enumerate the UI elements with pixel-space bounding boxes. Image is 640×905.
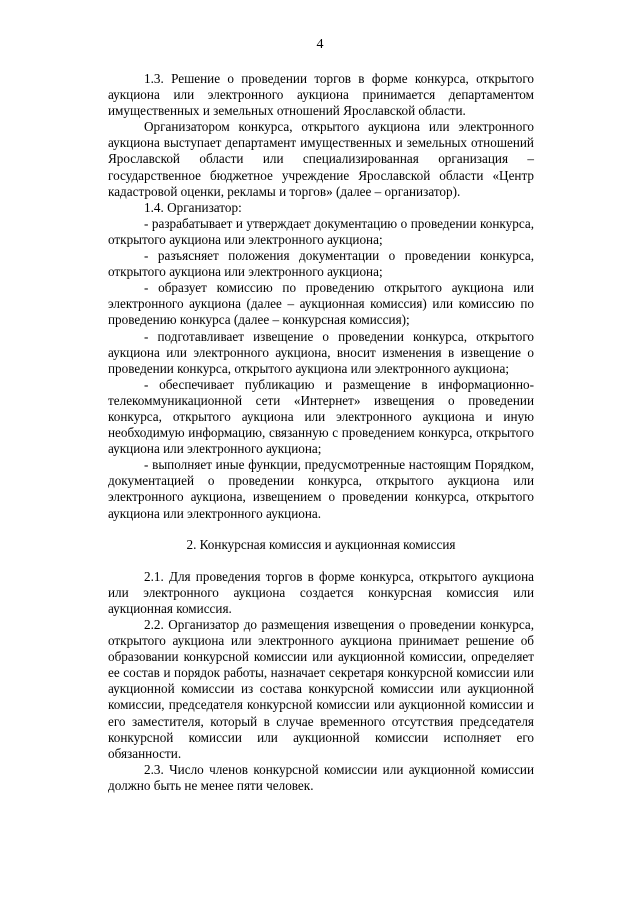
list-item-prepares-notice: - подготавливает извещение о проведении конкурса, открытого аукциона или электронного аукциона, вносит изменения в извещение о проведении конкурса, открытого аукциона или электронного аукциона; — [108, 328, 534, 376]
paragraph-organizer: Организатором конкурса, открытого аукциона или электронного аукциона выступает департамент имущественных и земельных отношений Ярославской области или специализированная организация – государственное бюджетное учреждение Ярославской области «Центр кадастровой оценки, рекламы и торгов» (далее – организатор). — [108, 119, 534, 199]
list-item-develops: - разрабатывает и утверждает документацию о проведении конкурса, открытого аукциона или электронного аукциона; — [108, 215, 534, 247]
document-body — [108, 71, 534, 794]
paragraph-2-1: 2.1. Для проведения торгов в форме конкурса, открытого аукциона или электронного аукциона создается конкурсная комиссия или аукционная комиссия. — [108, 568, 534, 616]
list-item-publication: - обеспечивает публикацию и размещение в информационно-телекоммуникационной сети «Интернет» извещения о проведении конкурса, открытого аукциона или электронного аукциона и иную необходимую информацию, связанную с проведением конкурса, открытого аукциона или электронного аукциона; — [108, 376, 534, 457]
paragraph-2-3: 2.3. Число членов конкурсной комиссии или аукционной комиссии должно быть не менее пяти человек. — [108, 761, 534, 793]
page-number: 4 — [316, 37, 324, 52]
paragraph-1-3: 1.3. Решение о проведении торгов в форме конкурса, открытого аукциона или электронного аукциона принимается департаментом имущественных и земельных отношений Ярославской области. — [108, 71, 534, 119]
list-item-other-functions: - выполняет иные функции, предусмотренные настоящим Порядком, документацией о проведении конкурса, открытого аукциона или электронного аукциона, извещением о проведении конкурса, открытого аукциона или электронного аукциона. — [108, 457, 534, 521]
list-item-explains: - разъясняет положения документации о проведении конкурса, открытого аукциона или электронного аукциона; — [108, 248, 534, 280]
section-heading: 2. Конкурсная комиссия и аукционная комиссия — [186, 536, 456, 552]
paragraph-2-2: 2.2. Организатор до размещения извещения о проведении конкурса, открытого аукциона или электронного аукциона принимает решение об образовании конкурсной комиссии или аукционной комиссии, определяет ее состав и порядок работы, назначает секретаря конкурсной комиссии или аукционной комиссии из состава конкурсной комиссии или аукционной комиссии, председателя конкурсной комиссии или аукционной комиссии и его заместителя, который в случае временного отсутствия председателя конкурсной комиссии или аукционной комиссии исполняет его обязанности. — [108, 617, 534, 761]
paragraph-1-4: 1.4. Организатор: — [144, 199, 242, 215]
list-item-forms-commission: - образует комиссию по проведению открытого аукциона или электронного аукциона (далее – аукционная комиссия) или комиссию по проведению конкурса (далее – конкурсная комиссия); — [108, 280, 534, 328]
